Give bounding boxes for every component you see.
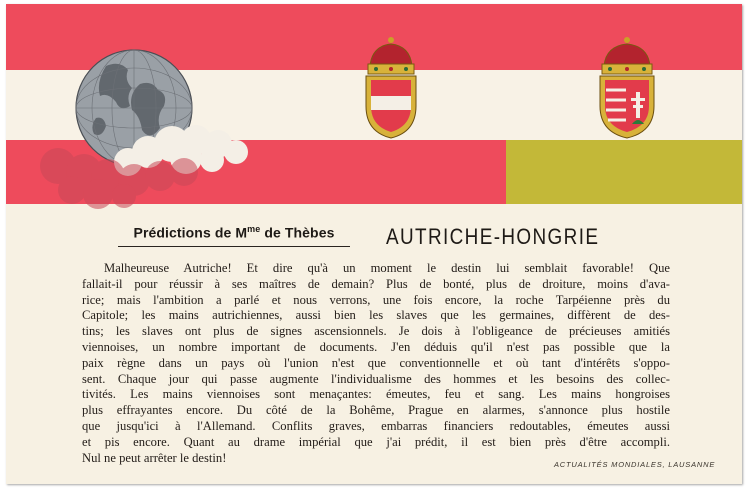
postcard — [6, 4, 742, 484]
text-line: rice; mais l'ambition a parlé et nous verrons, une fois encore, la roche Tarpéienne près du — [82, 292, 670, 307]
text-line: paix règne dans un pays où l'union n'est que conventionnelle et où tant d'intérêts s'oppo- — [82, 355, 670, 370]
text-line: Malheureuse Autriche! Et dire qu'à un moment le destin lui semblait favorable! Que — [104, 261, 670, 275]
publisher-credit: ACTUALITÉS MONDIALES, LAUSANNE — [554, 460, 716, 469]
text-line: que jusqu'ici à l'Allemand. Conflits graves, embarras financiers redoutables, émeutes aussi — [82, 418, 670, 433]
text-line: tins; les slaves ont plus de signes ascensionnels. Je dois à l'obligeance de précieuses amitiés — [82, 324, 670, 339]
text-line: fallait-il pour réussir à ses maîtres de demain? Plus de bonté, plus de droiture, moins d'ava- — [82, 276, 670, 291]
text-line: plus effrayantes encore. Du côté de la Bohême, Prague en alarmes, s'annonce plus hostile — [82, 403, 670, 418]
text-line: tivités. Les mains viennoises sont menaçantes: émeutes, feu et sang. Les mains hongroises — [82, 387, 670, 402]
predictions-heading — [118, 224, 350, 247]
prediction-text — [82, 261, 670, 466]
flag-stripe-gold — [506, 140, 742, 204]
heading-prefix: Prédictions de M — [133, 224, 248, 241]
globe-icon — [36, 44, 286, 224]
text-line: Capitole; les mains autrichiennes, aussi bien les slaves que les germaines, diffèrent de des- — [82, 308, 670, 323]
text-line: sent. Chaque jour qui passe augmente l'individualisme des hommes et les besoins des collec- — [82, 371, 670, 386]
heading-suffix: de Thèbes — [260, 224, 335, 241]
text-line: et pis encore. Quant au drame impérial que j'ai prédit, il est bien près d'être accompli. — [82, 434, 670, 449]
heading-superscript: me — [247, 224, 261, 234]
hungarian-crowned-shield-icon — [596, 36, 658, 140]
country-title: AUTRICHE-HONGRIE — [386, 224, 600, 249]
text-line: viennoises, un nombre important de documents. J'en déduis qu'il n'est pas possible que la — [82, 339, 670, 354]
text-line: Nul ne peut arrêter le destin! — [82, 450, 227, 465]
austrian-crowned-shield-icon — [362, 36, 420, 140]
